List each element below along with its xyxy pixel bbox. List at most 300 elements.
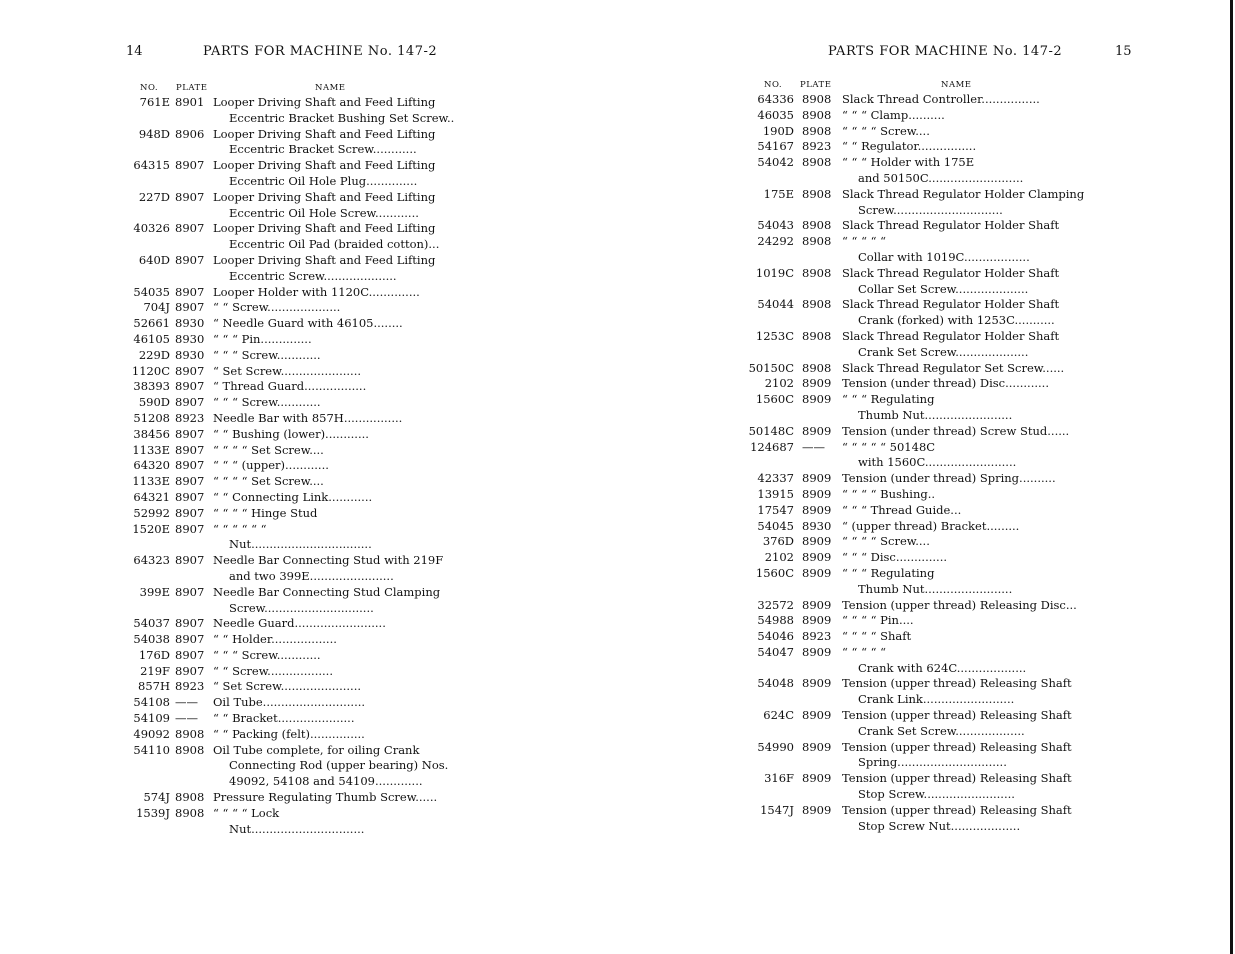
parts-row-continuation: [0, 174, 615, 190]
parts-row-continuation: [618, 203, 1230, 219]
parts-row: [618, 187, 1230, 203]
plate-number: 8908: [175, 790, 205, 805]
parts-row: [618, 297, 1230, 313]
plate-number: 8908: [175, 742, 205, 757]
part-name: Oil Tube............................: [213, 695, 366, 710]
parts-row: [618, 503, 1230, 519]
part-number: 1539J: [136, 805, 170, 820]
part-number: 624C: [763, 708, 794, 723]
plate-number: 8907: [175, 616, 205, 631]
parts-row: [618, 266, 1230, 282]
part-number: 54110: [133, 742, 170, 757]
parts-row: [0, 790, 615, 806]
plate-number: 8909: [802, 708, 832, 723]
column-header-plate: PLATE: [176, 83, 208, 93]
part-number: 1547J: [760, 802, 794, 817]
plate-number: 8909: [802, 534, 832, 549]
parts-row: [0, 395, 615, 411]
part-name: Tension (upper thread) Releasing Shaft: [842, 676, 1072, 691]
part-name: Collar Set Screw....................: [858, 281, 1029, 296]
parts-row-continuation: [0, 269, 615, 285]
plate-number: 8907: [175, 252, 205, 267]
parts-row-continuation: [0, 601, 615, 617]
part-number: 1253C: [755, 328, 794, 343]
parts-row: [618, 329, 1230, 345]
plate-number: 8930: [175, 347, 205, 362]
part-name: Eccentric Oil Hole Screw............: [229, 205, 419, 220]
left-page: [0, 0, 615, 954]
part-number: 17547: [757, 502, 794, 517]
plate-number: 8930: [175, 331, 205, 346]
plate-number: ——: [175, 695, 198, 710]
part-name: “ “ “ Pin..............: [213, 331, 312, 346]
plate-number: 8908: [802, 360, 832, 375]
plate-number: 8923: [175, 679, 205, 694]
parts-row-continuation: [0, 569, 615, 585]
part-name: 49092, 54108 and 54109.............: [229, 774, 423, 789]
part-name: Looper Driving Shaft and Feed Lifting: [213, 126, 436, 141]
part-name: “ “ “ “ “ “: [213, 521, 267, 536]
part-name: Tension (upper thread) Releasing Shaft: [842, 771, 1072, 786]
parts-row: [0, 158, 615, 174]
part-number: 49092: [133, 726, 170, 741]
part-name: Thumb Nut........................: [858, 581, 1013, 596]
part-number: 590D: [138, 395, 170, 410]
plate-number: 8909: [802, 471, 832, 486]
part-name: Connecting Rod (upper bearing) Nos.: [229, 758, 449, 773]
parts-row-continuation: [0, 206, 615, 222]
plate-number: 8907: [175, 189, 205, 204]
parts-row: [0, 458, 615, 474]
parts-row: [0, 411, 615, 427]
plate-number: 8923: [802, 629, 832, 644]
part-number: 54037: [133, 616, 170, 631]
plate-number: 8907: [175, 284, 205, 299]
part-number: 64336: [757, 92, 794, 106]
part-number: 219F: [140, 663, 170, 678]
part-number: 316F: [764, 771, 794, 786]
part-name: Stop Screw Nut...................: [858, 818, 1021, 833]
plate-number: 8909: [802, 392, 832, 407]
part-number: 948D: [138, 126, 170, 141]
part-number: 42337: [757, 471, 794, 486]
plate-number: 8908: [802, 92, 832, 106]
plate-number: 8907: [175, 647, 205, 662]
part-number: 124687: [750, 439, 794, 454]
part-name: Slack Thread Regulator Holder Shaft: [842, 265, 1060, 280]
part-number: 64315: [133, 158, 170, 173]
plate-number: 8909: [802, 486, 832, 501]
parts-row-continuation: [618, 787, 1230, 803]
part-number: 54988: [757, 613, 794, 628]
plate-number: 8901: [175, 95, 205, 109]
part-name: “ “ “ “ “: [842, 644, 887, 659]
parts-row: [618, 803, 1230, 819]
part-number: 54038: [133, 632, 170, 647]
part-number: 399E: [139, 584, 170, 599]
plate-number: 8930: [802, 518, 832, 533]
part-number: 704J: [143, 300, 170, 315]
part-name: Screw..............................: [229, 600, 374, 615]
part-number: 1560C: [755, 565, 794, 580]
parts-row: [618, 645, 1230, 661]
part-name: “ “ “ Screw............: [213, 347, 321, 362]
part-name: “ “ Holder..................: [213, 632, 337, 647]
part-number: 1560C: [755, 392, 794, 407]
parts-row: [0, 364, 615, 380]
parts-row: [618, 598, 1230, 614]
part-name: Looper Driving Shaft and Feed Lifting: [213, 252, 436, 267]
parts-row: [0, 522, 615, 538]
parts-row: [0, 474, 615, 490]
plate-number: 8907: [175, 505, 205, 520]
parts-row: [618, 218, 1230, 234]
part-name: with 1560C.........................: [858, 455, 1017, 470]
part-number: 54044: [757, 297, 794, 312]
part-name: Nut...............................: [229, 821, 365, 836]
parts-row: [0, 285, 615, 301]
page-number: 15: [1115, 44, 1132, 59]
part-name: “ “ “ Screw............: [213, 647, 321, 662]
parts-row-continuation: [0, 537, 615, 553]
parts-row: [618, 234, 1230, 250]
part-number: 52661: [133, 316, 170, 331]
part-name: Tension (upper thread) Releasing Disc...: [842, 597, 1077, 612]
parts-row-continuation: [0, 142, 615, 158]
part-name: “ Thread Guard.................: [213, 379, 367, 394]
parts-row: [0, 443, 615, 459]
plate-number: 8908: [802, 107, 832, 122]
part-name: “ “ “ Clamp..........: [842, 107, 945, 122]
part-name: Oil Tube complete, for oiling Crank: [213, 742, 420, 757]
plate-number: 8908: [802, 328, 832, 343]
part-name: “ “ “ “ Hinge Stud: [213, 505, 318, 520]
part-number: 54035: [133, 284, 170, 299]
part-number: 46035: [757, 107, 794, 122]
part-name: Collar with 1019C..................: [858, 249, 1030, 264]
part-name: Needle Guard.........................: [213, 616, 386, 631]
parts-row: [618, 771, 1230, 787]
parts-row-continuation: [618, 755, 1230, 771]
parts-row: [618, 566, 1230, 582]
part-number: 574J: [143, 790, 170, 805]
parts-row-continuation: [618, 582, 1230, 598]
parts-row: [0, 679, 615, 695]
parts-row: [0, 806, 615, 822]
part-name: and 50150C..........................: [858, 170, 1024, 185]
part-name: Slack Thread Regulator Holder Clamping: [842, 186, 1085, 201]
part-number: 46105: [133, 331, 170, 346]
part-name: “ “ “ “ Set Screw....: [213, 474, 324, 489]
plate-number: 8907: [175, 489, 205, 504]
plate-number: 8908: [802, 186, 832, 201]
plate-number: 8909: [802, 771, 832, 786]
parts-row: [618, 376, 1230, 392]
plate-number: 8908: [802, 218, 832, 233]
plate-number: 8907: [175, 458, 205, 473]
part-name: “ “ “ Disc..............: [842, 550, 948, 565]
plate-number: 8909: [802, 423, 832, 438]
part-number: 50148C: [748, 423, 794, 438]
column-header-no: NO.: [764, 80, 783, 90]
part-name: Slack Thread Regulator Set Screw......: [842, 360, 1065, 375]
parts-row: [0, 221, 615, 237]
part-name: “ “ “ “ “: [842, 234, 887, 249]
parts-row-continuation: [0, 111, 615, 127]
page-title: PARTS FOR MACHINE No. 147-2: [828, 44, 1063, 59]
plate-number: 8908: [802, 297, 832, 312]
parts-row-continuation: [618, 345, 1230, 361]
plate-number: 8907: [175, 379, 205, 394]
parts-row: [0, 95, 615, 111]
parts-row: [618, 392, 1230, 408]
plate-number: 8909: [802, 565, 832, 580]
part-number: 176D: [138, 647, 170, 662]
parts-row: [618, 108, 1230, 124]
part-number: 64320: [133, 458, 170, 473]
part-number: 54108: [133, 695, 170, 710]
part-name: “ “ “ (upper)............: [213, 458, 329, 473]
plate-number: 8907: [175, 158, 205, 173]
parts-row: [0, 616, 615, 632]
part-number: 229D: [138, 347, 170, 362]
parts-row: [618, 92, 1230, 108]
parts-row: [0, 127, 615, 143]
parts-row: [0, 695, 615, 711]
parts-row: [618, 124, 1230, 140]
parts-row: [0, 190, 615, 206]
part-name: Thumb Nut........................: [858, 407, 1013, 422]
part-name: “ “ “ “ Bushing..: [842, 486, 936, 501]
part-number: 1133E: [132, 442, 170, 457]
parts-row: [0, 711, 615, 727]
plate-number: 8909: [802, 502, 832, 517]
plate-number: 8908: [802, 234, 832, 249]
part-number: 54045: [757, 518, 794, 533]
parts-row: [618, 487, 1230, 503]
plate-number: 8907: [175, 442, 205, 457]
part-number: 857H: [138, 679, 170, 694]
part-name: “ “ “ “ Set Screw....: [213, 442, 324, 457]
part-number: 190D: [762, 123, 794, 138]
part-name: Needle Bar Connecting Stud with 219F: [213, 553, 444, 568]
parts-row: [618, 155, 1230, 171]
parts-row: [0, 632, 615, 648]
plate-number: 8907: [175, 632, 205, 647]
part-name: Slack Thread Regulator Holder Shaft: [842, 328, 1060, 343]
parts-row: [0, 379, 615, 395]
part-number: 227D: [138, 189, 170, 204]
parts-row-continuation: [618, 692, 1230, 708]
part-number: 54046: [757, 629, 794, 644]
part-number: 1133E: [132, 474, 170, 489]
part-number: 54167: [757, 139, 794, 154]
plate-number: ——: [802, 439, 825, 454]
part-name: “ “ “ Regulating: [842, 392, 935, 407]
part-name: Looper Driving Shaft and Feed Lifting: [213, 221, 436, 236]
parts-row: [0, 316, 615, 332]
part-number: 24292: [757, 234, 794, 249]
parts-row: [618, 440, 1230, 456]
part-name: Eccentric Bracket Screw............: [229, 142, 417, 157]
plate-number: 8909: [802, 376, 832, 391]
part-name: Slack Thread Regulator Holder Shaft: [842, 218, 1060, 233]
column-header-name: NAME: [941, 80, 972, 90]
part-number: 2102: [764, 376, 794, 391]
part-number: 54043: [757, 218, 794, 233]
part-name: “ “ “ “ Screw....: [842, 534, 930, 549]
parts-row: [0, 664, 615, 680]
part-name: Crank Link.........................: [858, 692, 1015, 707]
plate-number: 8907: [175, 663, 205, 678]
part-number: 13915: [757, 486, 794, 501]
part-name: Crank with 624C...................: [858, 660, 1027, 675]
parts-row: [0, 427, 615, 443]
page-edge: [1230, 0, 1233, 954]
plate-number: 8908: [802, 265, 832, 280]
plate-number: 8930: [175, 316, 205, 331]
parts-list: [618, 92, 1230, 834]
plate-number: 8907: [175, 553, 205, 568]
part-name: “ “ Screw..................: [213, 663, 333, 678]
parts-row: [0, 300, 615, 316]
parts-row-continuation: [618, 819, 1230, 835]
part-name: “ (upper thread) Bracket.........: [842, 518, 1020, 533]
parts-row: [0, 348, 615, 364]
part-name: Crank Set Screw...................: [858, 723, 1025, 738]
part-number: 640D: [138, 252, 170, 267]
part-name: “ Set Screw......................: [213, 363, 362, 378]
plate-number: 8909: [802, 644, 832, 659]
plate-number: 8909: [802, 802, 832, 817]
plate-number: 8907: [175, 363, 205, 378]
part-name: “ “ Regulator................: [842, 139, 977, 154]
parts-row-continuation: [618, 661, 1230, 677]
parts-row: [0, 585, 615, 601]
part-name: Looper Driving Shaft and Feed Lifting: [213, 189, 436, 204]
parts-row-continuation: [0, 758, 615, 774]
part-number: 38456: [133, 426, 170, 441]
part-number: 54048: [757, 676, 794, 691]
part-name: Tension (under thread) Disc............: [842, 376, 1049, 391]
parts-row: [0, 490, 615, 506]
part-name: Spring..............................: [858, 755, 1007, 770]
part-name: “ “ Bushing (lower)............: [213, 426, 369, 441]
column-header-name: NAME: [315, 83, 346, 93]
parts-row: [618, 471, 1230, 487]
part-name: Eccentric Screw....................: [229, 268, 397, 283]
plate-number: 8907: [175, 521, 205, 536]
parts-row-continuation: [0, 774, 615, 790]
parts-row: [618, 139, 1230, 155]
page-title: PARTS FOR MACHINE No. 147-2: [203, 44, 438, 59]
plate-number: 8908: [175, 805, 205, 820]
part-name: Needle Bar Connecting Stud Clamping: [213, 584, 441, 599]
plate-number: 8908: [175, 726, 205, 741]
part-name: Nut.................................: [229, 537, 372, 552]
part-name: Tension (under thread) Spring..........: [842, 471, 1056, 486]
part-number: 51208: [133, 410, 170, 425]
plate-number: ——: [175, 711, 198, 726]
parts-row: [618, 550, 1230, 566]
parts-row: [0, 253, 615, 269]
part-number: 54047: [757, 644, 794, 659]
parts-row: [618, 534, 1230, 550]
parts-row-continuation: [618, 455, 1230, 471]
part-name: Tension (upper thread) Releasing Shaft: [842, 802, 1072, 817]
plate-number: 8908: [802, 155, 832, 170]
part-name: “ “ Screw....................: [213, 300, 341, 315]
parts-row-continuation: [618, 171, 1230, 187]
plate-number: 8909: [802, 739, 832, 754]
plate-number: 8907: [175, 395, 205, 410]
parts-row: [0, 332, 615, 348]
part-name: and two 399E.......................: [229, 568, 394, 583]
part-name: Eccentric Oil Hole Plug..............: [229, 173, 418, 188]
part-number: 64321: [133, 489, 170, 504]
plate-number: 8909: [802, 676, 832, 691]
part-number: 54042: [757, 155, 794, 170]
part-name: “ “ “ “ Lock: [213, 805, 280, 820]
part-name: Slack Thread Regulator Holder Shaft: [842, 297, 1060, 312]
part-name: “ “ “ “ Pin....: [842, 613, 914, 628]
part-name: “ “ “ “ Shaft: [842, 629, 912, 644]
parts-row-continuation: [618, 313, 1230, 329]
parts-row: [618, 361, 1230, 377]
part-number: 175E: [763, 186, 794, 201]
part-number: 376D: [762, 534, 794, 549]
part-number: 32572: [757, 597, 794, 612]
parts-row: [618, 676, 1230, 692]
parts-row-continuation: [618, 408, 1230, 424]
parts-row-continuation: [618, 282, 1230, 298]
part-name: Needle Bar with 857H................: [213, 410, 403, 425]
page-number: 14: [126, 44, 143, 59]
part-number: 40326: [133, 221, 170, 236]
plate-number: 8907: [175, 300, 205, 315]
part-number: 52992: [133, 505, 170, 520]
parts-row: [618, 613, 1230, 629]
plate-number: 8923: [802, 139, 832, 154]
parts-row: [0, 648, 615, 664]
part-name: Crank (forked) with 1253C...........: [858, 313, 1055, 328]
part-number: 1120C: [131, 363, 170, 378]
plate-number: 8906: [175, 126, 205, 141]
part-name: Looper Holder with 1120C..............: [213, 284, 420, 299]
part-number: 2102: [764, 550, 794, 565]
part-name: Looper Driving Shaft and Feed Lifting: [213, 158, 436, 173]
parts-list: [0, 95, 615, 837]
part-name: “ “ “ Holder with 175E: [842, 155, 975, 170]
parts-row: [0, 553, 615, 569]
parts-row: [618, 708, 1230, 724]
parts-row: [618, 424, 1230, 440]
part-name: “ “ Bracket.....................: [213, 711, 355, 726]
parts-row: [0, 743, 615, 759]
part-name: Looper Driving Shaft and Feed Lifting: [213, 95, 436, 109]
part-name: Tension (upper thread) Releasing Shaft: [842, 708, 1072, 723]
plate-number: 8907: [175, 221, 205, 236]
right-page: [618, 0, 1230, 954]
plate-number: 8907: [175, 584, 205, 599]
column-header-plate: PLATE: [800, 80, 832, 90]
part-number: 54990: [757, 739, 794, 754]
part-name: “ “ “ Regulating: [842, 565, 935, 580]
plate-number: 8907: [175, 474, 205, 489]
part-number: 50150C: [748, 360, 794, 375]
part-name: Pressure Regulating Thumb Screw......: [213, 790, 438, 805]
part-name: “ Needle Guard with 46105........: [213, 316, 403, 331]
